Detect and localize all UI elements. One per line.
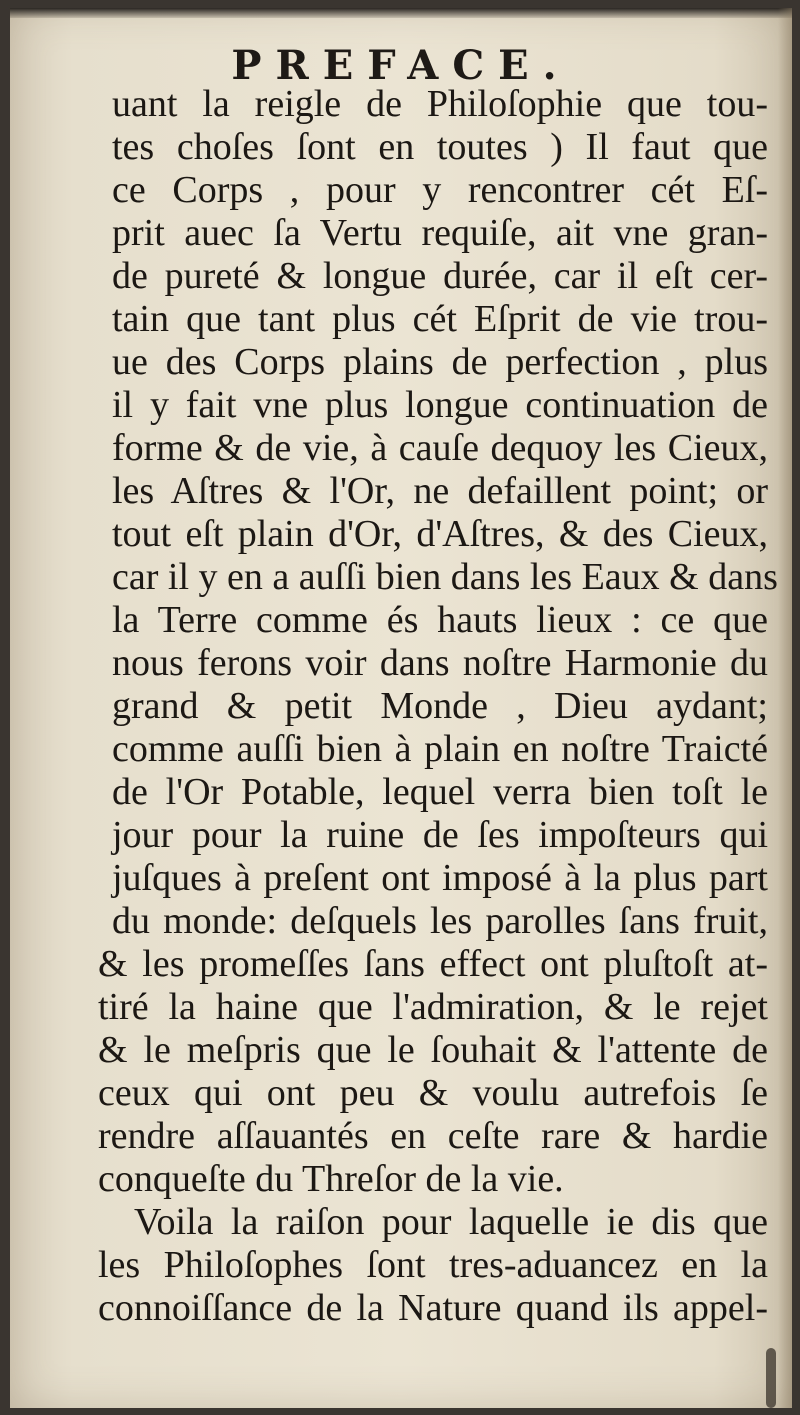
- text-line: nous ferons voir dans noſtre Harmonie du: [112, 642, 768, 684]
- text-line: grand & petit Monde , Dieu aydant;: [112, 685, 768, 727]
- text-line: ce Corps , pour y rencontrer cét Eſ-: [112, 169, 768, 211]
- text-line: juſques à preſent ont imposé à la plus part: [112, 857, 768, 899]
- text-line: ue des Corps plains de perfection , plus: [112, 341, 768, 383]
- text-line: car il y en a auſſi bien dans les Eaux & dans: [112, 556, 778, 598]
- text-line: les Aſtres & l'Or, ne defaillent point; or: [112, 470, 768, 512]
- text-line: de pureté & longue durée, car il eſt cer-: [112, 255, 768, 297]
- text-line: de l'Or Potable, lequel verra bien toſt le: [112, 771, 768, 813]
- text-line: comme auſſi bien à plain en noſtre Traicté: [112, 728, 768, 770]
- text-line: rendre aſſauantés en ceſte rare & hardie: [98, 1115, 768, 1157]
- text-line: jour pour la ruine de ſes impoſteurs qui: [112, 814, 768, 856]
- text-line: la Terre comme és hauts lieux : ce que: [112, 599, 768, 641]
- text-line: & les promeſſes ſans effect ont pluſtoſt at-: [98, 943, 768, 985]
- text-line: ceux qui ont peu & voulu autrefois ſe: [98, 1072, 768, 1114]
- text-line: les Philoſophes ſont tres-aduancez en la: [98, 1244, 768, 1286]
- text-line: tout eſt plain d'Or, d'Aſtres, & des Cieux,: [112, 513, 768, 555]
- text-line: tain que tant plus cét Eſprit de vie trou-: [112, 298, 768, 340]
- text-line: & le meſpris que le ſouhait & l'attente de: [98, 1029, 768, 1071]
- text-line: tiré la haine que l'admiration, & le rejet: [98, 986, 768, 1028]
- paragraph-first-line: Voila la raiſon pour laquelle ie dis que: [134, 1201, 768, 1243]
- text-line: tes choſes ſont en toutes ) Il faut que: [112, 126, 768, 168]
- page-right-edge: [778, 8, 792, 1408]
- text-line: prit auec ſa Vertu requiſe, ait vne gran-: [112, 212, 768, 254]
- text-line: uant la reigle de Philoſophie que tou-: [112, 83, 768, 125]
- ink-stain: [766, 1348, 776, 1408]
- paragraph-last-line: conqueſte du Threſor de la vie.: [98, 1158, 564, 1200]
- text-line: du monde: deſquels les parolles ſans fruit,: [112, 900, 768, 942]
- book-page: [10, 8, 792, 1408]
- text-line: connoiſſance de la Nature quand ils appel-: [98, 1287, 768, 1329]
- running-head: PREFACE.: [231, 42, 571, 89]
- text-line: il y fait vne plus longue continuation de: [112, 384, 768, 426]
- page-top-edge: [10, 8, 792, 18]
- text-line: forme & de vie, à cauſe dequoy les Cieux,: [112, 427, 768, 469]
- body-text: [98, 83, 778, 1330]
